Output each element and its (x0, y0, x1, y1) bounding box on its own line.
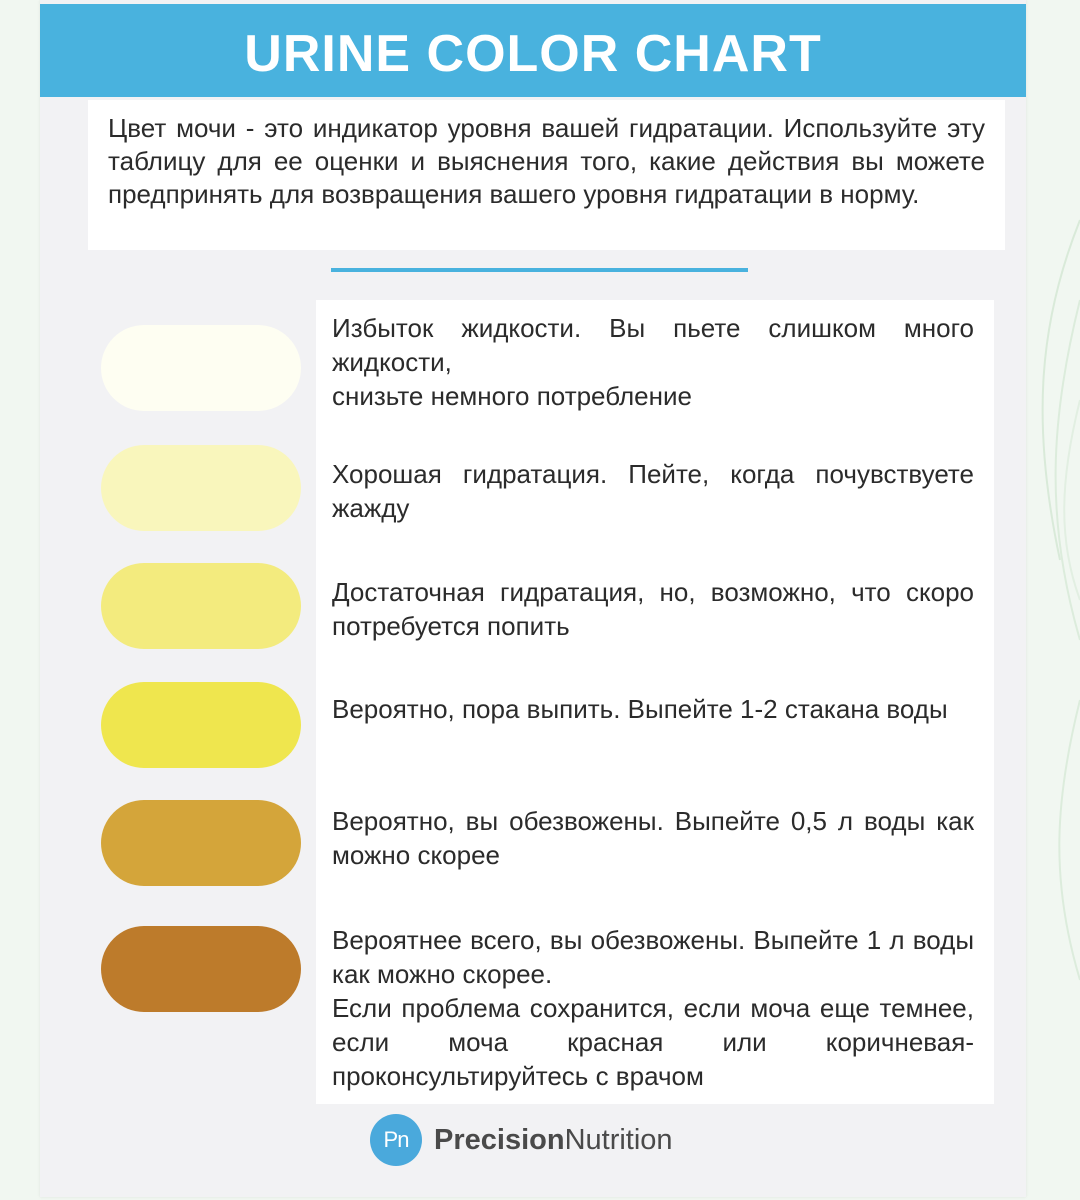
row-description-5 (332, 804, 974, 872)
brand-footer (370, 1116, 673, 1164)
row-description-6 (332, 923, 974, 1093)
divider (331, 268, 748, 272)
color-swatch-2 (101, 445, 301, 531)
row-3-line-1: Достаточная гидратация, но, возможно, что скоро потребуется попить (332, 577, 974, 641)
row-6-line-1: Вероятнее всего, вы обезвожены. Выпейте 1 л воды как можно скорее. (332, 925, 974, 989)
row-1-line-2: снизьте немного потребление (332, 381, 692, 411)
brand-name-regular: Nutrition (564, 1123, 673, 1156)
row-4-line-1: Вероятно, пора выпить. Выпейте 1-2 стакана воды (332, 694, 948, 724)
color-swatch-3 (101, 563, 301, 649)
row-description-4 (332, 692, 974, 726)
precision-nutrition-logo-icon: Pn (370, 1114, 422, 1166)
color-swatch-5 (101, 800, 301, 886)
intro-text: Цвет мочи - это индикатор уровня вашей гидратации. Используйте эту таблицу для ее оценки и выяснения того, какие действия вы можете предпринять для возвращения вашего уровня гидратации в норму. (88, 100, 1005, 250)
chart-card (40, 0, 1026, 1197)
row-5-line-1: Вероятно, вы обезвожены. Выпейте 0,5 л воды как можно скорее (332, 806, 974, 870)
row-description-1 (332, 311, 974, 413)
color-swatch-6 (101, 926, 301, 1012)
brand-name-bold: Precision (434, 1123, 565, 1156)
row-1-line-1: Избыток жидкости. Вы пьете слишком много жидкости, (332, 313, 974, 377)
brand-name (434, 1124, 673, 1157)
row-description-2 (332, 457, 974, 525)
row-6-line-2: Если проблема сохранится, если моча еще темнее, если моча красная или коричневая- проконсультируйтесь с врачом (332, 993, 974, 1091)
page-title: URINE COLOR CHART (244, 25, 822, 83)
title-banner (40, 4, 1026, 97)
color-swatch-4 (101, 682, 301, 768)
row-description-3 (332, 575, 974, 643)
color-swatch-1 (101, 325, 301, 411)
row-2-line-1: Хорошая гидратация. Пейте, когда почувствуете жажду (332, 459, 974, 523)
